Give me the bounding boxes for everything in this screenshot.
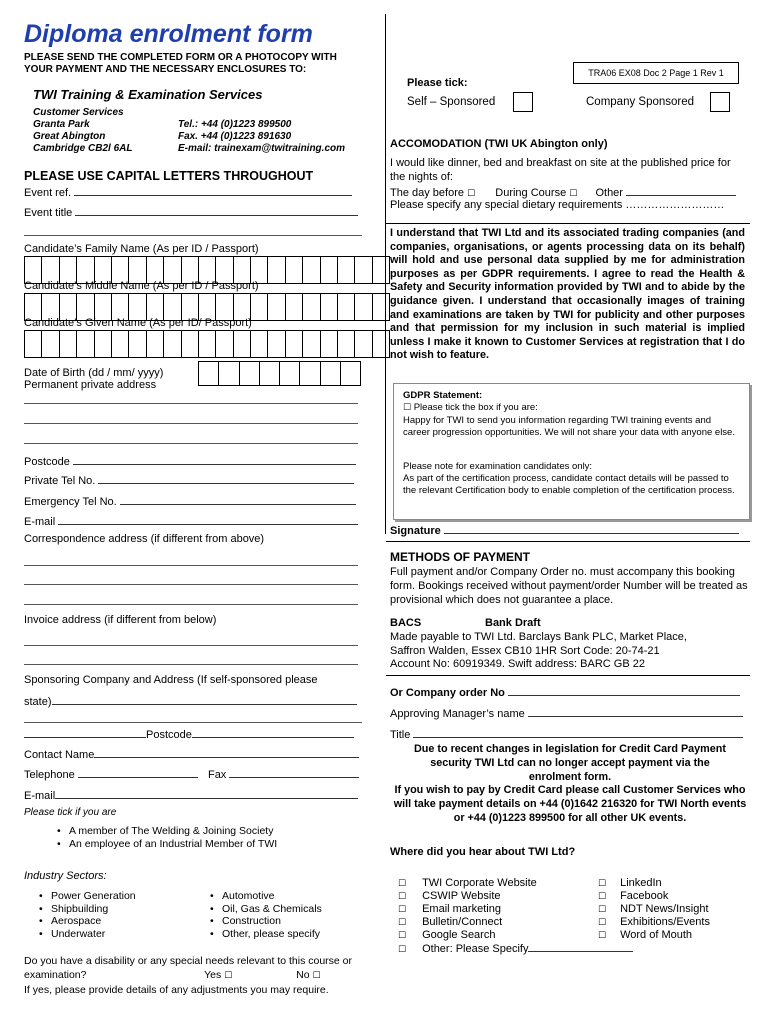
char-box[interactable] bbox=[219, 362, 239, 385]
where-heading: Where did you hear about TWI Ltd? bbox=[390, 846, 576, 858]
email2-field[interactable] bbox=[24, 788, 358, 802]
payment-heading: METHODS OF PAYMENT bbox=[390, 550, 531, 564]
gdpr-happy: Happy for TWI to send you information regarding TWI training events and career progression opportunities. We will not share your data with anyone else. bbox=[403, 415, 735, 438]
send-instructions-1: PLEASE SEND THE COMPLETED FORM OR A PHOTOCOPY WITH bbox=[24, 52, 337, 63]
checkbox-icon[interactable]: ☐ bbox=[598, 918, 607, 928]
bank-line-3: Account No: 60919349. Swift address: BARC GB 22 bbox=[390, 658, 645, 670]
source-item[interactable] bbox=[598, 890, 710, 903]
sponsor-field[interactable] bbox=[24, 694, 357, 708]
company-sponsored-option[interactable] bbox=[586, 92, 730, 112]
emergency-tel-label: Emergency Tel No. bbox=[24, 496, 117, 508]
other-label: Other bbox=[595, 187, 623, 199]
company-order-label: Or Company order No bbox=[390, 687, 505, 699]
given-name-boxes[interactable] bbox=[24, 330, 390, 358]
company-sponsored-checkbox[interactable] bbox=[710, 92, 730, 112]
source-label: CSWIP Website bbox=[422, 890, 501, 902]
char-box[interactable] bbox=[338, 331, 355, 357]
membership-list bbox=[57, 825, 277, 850]
char-box[interactable] bbox=[251, 331, 268, 357]
checkbox-icon[interactable]: ☐ bbox=[598, 905, 607, 915]
bacs-label: BACS bbox=[390, 617, 422, 629]
contact-line: Tel.: +44 (0)1223 899500 bbox=[178, 119, 292, 130]
org-address bbox=[33, 107, 132, 155]
address-line-1 bbox=[24, 403, 358, 404]
source-item[interactable] bbox=[398, 942, 633, 956]
checkbox-icon[interactable]: ☐ bbox=[598, 931, 607, 941]
doc-ref: TRA06 EX08 Doc 2 Page 1 Rev 1 bbox=[588, 68, 724, 78]
postcode2-field[interactable] bbox=[24, 727, 354, 741]
contact-name-label: Contact Name bbox=[24, 749, 95, 761]
membership-item[interactable]: • An employee of an Industrial Member of TWI bbox=[57, 838, 277, 851]
gdpr-tick-line bbox=[403, 402, 538, 413]
char-box[interactable] bbox=[251, 294, 268, 320]
credit-card-text: Due to recent changes in legislation for Credit Card Payment security TWI Ltd can no longer accept payment via the enrolment form. bbox=[414, 743, 726, 783]
disability-line-2 bbox=[24, 969, 321, 981]
char-box[interactable] bbox=[303, 331, 320, 357]
event-ref-label: Event ref. bbox=[24, 187, 72, 199]
source-label: Other: Please Specify bbox=[422, 943, 529, 955]
char-box[interactable] bbox=[199, 331, 216, 357]
telephone-field[interactable] bbox=[24, 767, 359, 781]
yes-label: Yes bbox=[204, 969, 222, 981]
checkbox-icon[interactable]: ☐ bbox=[598, 879, 607, 889]
char-box[interactable] bbox=[147, 331, 164, 357]
org-name: TWI Training & Examination Services bbox=[33, 87, 263, 102]
char-box[interactable] bbox=[355, 331, 372, 357]
sector-item[interactable]: • Automotive bbox=[210, 890, 322, 903]
please-tick-label: Please tick if you are bbox=[24, 807, 117, 818]
contact-line: E-mail: trainexam@twitraining.com bbox=[178, 143, 346, 154]
postcode2-label: Postcode bbox=[146, 729, 192, 741]
org-contact bbox=[178, 119, 345, 155]
family-name-label: Candidate’s Family Name (As per ID / Passport) bbox=[24, 243, 259, 255]
postcode-field[interactable] bbox=[24, 454, 356, 468]
char-box[interactable] bbox=[321, 331, 338, 357]
contact-line: Fax. +44 (0)1223 891630 bbox=[178, 131, 292, 142]
bank-line-1: Made payable to TWI Ltd. Barclays Bank PLC, Market Place, bbox=[390, 631, 687, 643]
char-box[interactable] bbox=[373, 257, 389, 283]
company-sponsored-label: Company Sponsored bbox=[586, 96, 695, 108]
sector-item[interactable]: • Oil, Gas & Chemicals bbox=[210, 903, 322, 916]
sources-col-2 bbox=[598, 877, 710, 942]
corr-line-1 bbox=[24, 565, 358, 566]
source-label: TWI Corporate Website bbox=[422, 877, 537, 889]
checkbox-icon[interactable]: ☐ bbox=[467, 189, 476, 199]
accom-line-2: the nights of: bbox=[390, 171, 453, 183]
sectors-col-2 bbox=[210, 890, 322, 940]
consent-text: I understand that TWI Ltd and its associated trading companies (and companies, organisations, or agents processing data on its behalf) will hold and use personal data supplied by me for administration purposes as per GDPR requirements. I agree to read the Health & Safety and Security information provided by TWI and to abide by the guidance given. I understand that occasionally images of training and examinations are taken by TWI for publicity and other purposes and that permission for my inclusion in such material is implied unless I make it known to Customer Services at registration that I do not wish to feature. bbox=[390, 227, 745, 362]
sectors-col-1 bbox=[39, 890, 136, 940]
char-box[interactable] bbox=[25, 331, 42, 357]
event-ref-field[interactable] bbox=[24, 185, 352, 199]
char-box[interactable] bbox=[321, 294, 338, 320]
telephone-label: Telephone bbox=[24, 769, 75, 781]
char-box[interactable] bbox=[373, 331, 389, 357]
corr-line-2 bbox=[24, 584, 358, 585]
char-box[interactable] bbox=[268, 294, 285, 320]
accom-options bbox=[390, 185, 736, 199]
char-box[interactable] bbox=[321, 257, 338, 283]
char-box[interactable] bbox=[234, 331, 251, 357]
address-line: Customer Services bbox=[33, 107, 124, 118]
char-box[interactable] bbox=[321, 362, 341, 385]
form-title: Diploma enrolment form bbox=[24, 20, 313, 48]
address-line: Great Abington bbox=[33, 131, 106, 142]
source-label: Word of Mouth bbox=[620, 929, 693, 941]
char-box[interactable] bbox=[303, 294, 320, 320]
bank-draft-label: Bank Draft bbox=[485, 617, 541, 629]
checkbox-icon[interactable]: ☐ bbox=[312, 971, 321, 981]
checkbox-icon[interactable]: ☐ bbox=[403, 403, 412, 413]
source-label: Email marketing bbox=[422, 903, 501, 915]
char-box[interactable] bbox=[199, 362, 219, 385]
char-box[interactable] bbox=[260, 362, 280, 385]
payment-text: Full payment and/or Company Order no. must accompany this booking form. Bookings received without payment/order Number will be treated as provisional which does not guarantee a place. bbox=[390, 566, 748, 606]
approving-manager-label: Approving Manager’s name bbox=[390, 708, 525, 720]
char-box[interactable] bbox=[355, 257, 372, 283]
sector-item[interactable]: • Underwater bbox=[39, 928, 136, 941]
checkbox-icon[interactable]: ☐ bbox=[398, 905, 407, 915]
char-box[interactable] bbox=[303, 257, 320, 283]
order-divider bbox=[386, 675, 750, 676]
accom-heading: ACCOMODATION (TWI UK Abington only) bbox=[390, 138, 608, 150]
source-label: LinkedIn bbox=[620, 877, 662, 889]
char-box[interactable] bbox=[240, 362, 260, 385]
payment-divider bbox=[386, 541, 750, 542]
company-order-field[interactable] bbox=[390, 685, 740, 699]
char-box[interactable] bbox=[268, 257, 285, 283]
source-label: Bulletin/Connect bbox=[422, 916, 503, 928]
gdpr-note-heading: Please note for examination candidates only: bbox=[403, 461, 593, 472]
char-box[interactable] bbox=[60, 331, 77, 357]
corr-line-3 bbox=[24, 604, 358, 605]
approving-manager-field[interactable] bbox=[390, 706, 743, 720]
char-box[interactable] bbox=[112, 331, 129, 357]
disability-question: examination? bbox=[24, 969, 87, 981]
char-box[interactable] bbox=[373, 294, 389, 320]
doc-ref-box bbox=[573, 62, 739, 84]
signature-field[interactable] bbox=[390, 523, 739, 537]
checkbox-icon[interactable]: ☐ bbox=[398, 892, 407, 902]
source-item[interactable] bbox=[598, 916, 710, 929]
day-before-label: The day before bbox=[390, 187, 464, 199]
checkbox-icon[interactable]: ☐ bbox=[398, 931, 407, 941]
self-sponsored-option[interactable] bbox=[407, 92, 533, 112]
email-field[interactable] bbox=[24, 514, 358, 528]
source-label: Exhibitions/Events bbox=[620, 916, 710, 928]
address-line: Granta Park bbox=[33, 119, 90, 130]
char-box[interactable] bbox=[341, 362, 360, 385]
bank-line-2: Saffron Walden, Essex CB10 1HR Sort Code: 20-74-21 bbox=[390, 645, 660, 657]
title-label: Title bbox=[390, 729, 411, 741]
char-box[interactable] bbox=[164, 331, 181, 357]
char-box[interactable] bbox=[286, 257, 303, 283]
invoice-line-2 bbox=[24, 664, 358, 665]
char-box[interactable] bbox=[338, 257, 355, 283]
gdpr-heading: GDPR Statement: bbox=[403, 390, 483, 401]
disability-line-1: Do you have a disability or any special needs relevant to this course or bbox=[24, 955, 353, 967]
gdpr-tick-label: Please tick the box if you are: bbox=[413, 402, 538, 413]
char-box[interactable] bbox=[77, 331, 94, 357]
source-label: NDT News/Insight bbox=[620, 903, 709, 915]
email2-label: E-mail bbox=[24, 790, 56, 802]
credit-card-phone: If you wish to pay by Credit Card please call Customer Services who will take payment details on +44 (0)1642 216320 for TWI North events or +44 (0)1223 899500 for all other UK events. bbox=[393, 784, 747, 824]
emergency-tel-field[interactable] bbox=[24, 494, 356, 508]
middle-name-label: Candidate’s Middle Name (As per ID / Passport) bbox=[24, 280, 259, 292]
signature-label: Signature bbox=[390, 525, 441, 537]
char-box[interactable] bbox=[216, 331, 233, 357]
char-box[interactable] bbox=[280, 362, 300, 385]
char-box[interactable] bbox=[338, 294, 355, 320]
title-field[interactable] bbox=[390, 727, 743, 741]
sector-item[interactable]: • Shipbuilding bbox=[39, 903, 136, 916]
capitals-heading: PLEASE USE CAPITAL LETTERS THROUGHOUT bbox=[24, 169, 314, 183]
char-box[interactable] bbox=[129, 331, 146, 357]
during-course-label: During Course bbox=[495, 187, 567, 199]
char-box[interactable] bbox=[182, 331, 199, 357]
dob-label: Date of Birth (dd / mm/ yyyy) bbox=[24, 367, 164, 379]
dob-boxes[interactable] bbox=[198, 361, 361, 386]
industry-heading: Industry Sectors: bbox=[24, 870, 107, 882]
email-label: E-mail bbox=[24, 516, 56, 528]
source-label: Facebook bbox=[620, 890, 669, 902]
no-label: No bbox=[296, 969, 310, 981]
event-title-label: Event title bbox=[24, 207, 73, 219]
char-box[interactable] bbox=[95, 331, 112, 357]
source-item[interactable] bbox=[598, 877, 710, 890]
consent-divider bbox=[386, 223, 750, 224]
checkbox-icon[interactable]: ☐ bbox=[224, 971, 233, 981]
checkbox-icon[interactable]: ☐ bbox=[398, 879, 407, 889]
char-box[interactable] bbox=[286, 331, 303, 357]
char-box[interactable] bbox=[286, 294, 303, 320]
source-item[interactable] bbox=[598, 903, 710, 916]
address-line-3 bbox=[24, 443, 358, 444]
sector-item[interactable]: • Power Generation bbox=[39, 890, 136, 903]
invoice-address-label: Invoice address (if different from below) bbox=[24, 614, 217, 626]
checkbox-icon[interactable]: ☐ bbox=[569, 189, 578, 199]
please-tick-heading: Please tick: bbox=[407, 77, 468, 89]
sector-item[interactable]: • Construction bbox=[210, 915, 322, 928]
gdpr-note: As part of the certification process, candidate contact details will be passed to the relevant Certification body to enable completion of the certification process. bbox=[403, 473, 735, 496]
private-tel-field[interactable] bbox=[24, 473, 354, 487]
postcode-label: Postcode bbox=[24, 456, 70, 468]
source-item[interactable] bbox=[598, 929, 710, 942]
address-line: Cambridge CB2l 6AL bbox=[33, 143, 133, 154]
checkbox-icon[interactable]: ☐ bbox=[598, 892, 607, 902]
char-box[interactable] bbox=[268, 331, 285, 357]
private-tel-label: Private Tel No. bbox=[24, 475, 96, 487]
given-name-label: Candidate’s Given Name (As per ID/ Passport) bbox=[24, 317, 252, 329]
checkbox-icon[interactable]: ☐ bbox=[398, 918, 407, 928]
sponsor-label-2: state) bbox=[24, 696, 52, 708]
source-label: Google Search bbox=[422, 929, 496, 941]
sector-item[interactable]: • Aerospace bbox=[39, 915, 136, 928]
sponsor-label-1: Sponsoring Company and Address (If self-sponsored please bbox=[24, 674, 318, 686]
credit-card-notice bbox=[392, 743, 748, 826]
event-title-field[interactable] bbox=[24, 205, 358, 219]
perm-address-label: Permanent private address bbox=[24, 379, 157, 391]
send-instructions-2: YOUR PAYMENT AND THE NECESSARY ENCLOSURES TO: bbox=[24, 64, 307, 75]
char-box[interactable] bbox=[42, 331, 59, 357]
dietary-field[interactable]: Please specify any special dietary requirements ……………………… bbox=[390, 199, 725, 211]
corr-address-label: Correspondence address (if different from above) bbox=[24, 533, 265, 545]
event-title-line bbox=[24, 235, 362, 236]
sector-item[interactable]: • Other, please specify bbox=[210, 928, 322, 941]
self-sponsored-checkbox[interactable] bbox=[513, 92, 533, 112]
address-line-2 bbox=[24, 423, 358, 424]
contact-name-field[interactable] bbox=[24, 747, 359, 761]
invoice-line-1 bbox=[24, 645, 358, 646]
self-sponsored-label: Self – Sponsored bbox=[407, 96, 496, 108]
membership-item[interactable]: • A member of The Welding & Joining Society bbox=[57, 825, 277, 838]
accom-line-1: I would like dinner, bed and breakfast on site at the published price for bbox=[390, 157, 731, 169]
sponsor-line bbox=[24, 722, 362, 723]
fax-label: Fax bbox=[207, 769, 227, 781]
gdpr-box bbox=[393, 383, 750, 520]
char-box[interactable] bbox=[300, 362, 320, 385]
checkbox-icon[interactable]: ☐ bbox=[398, 945, 407, 955]
disability-line-3: If yes, please provide details of any adjustments you may require. bbox=[24, 984, 329, 996]
char-box[interactable] bbox=[355, 294, 372, 320]
